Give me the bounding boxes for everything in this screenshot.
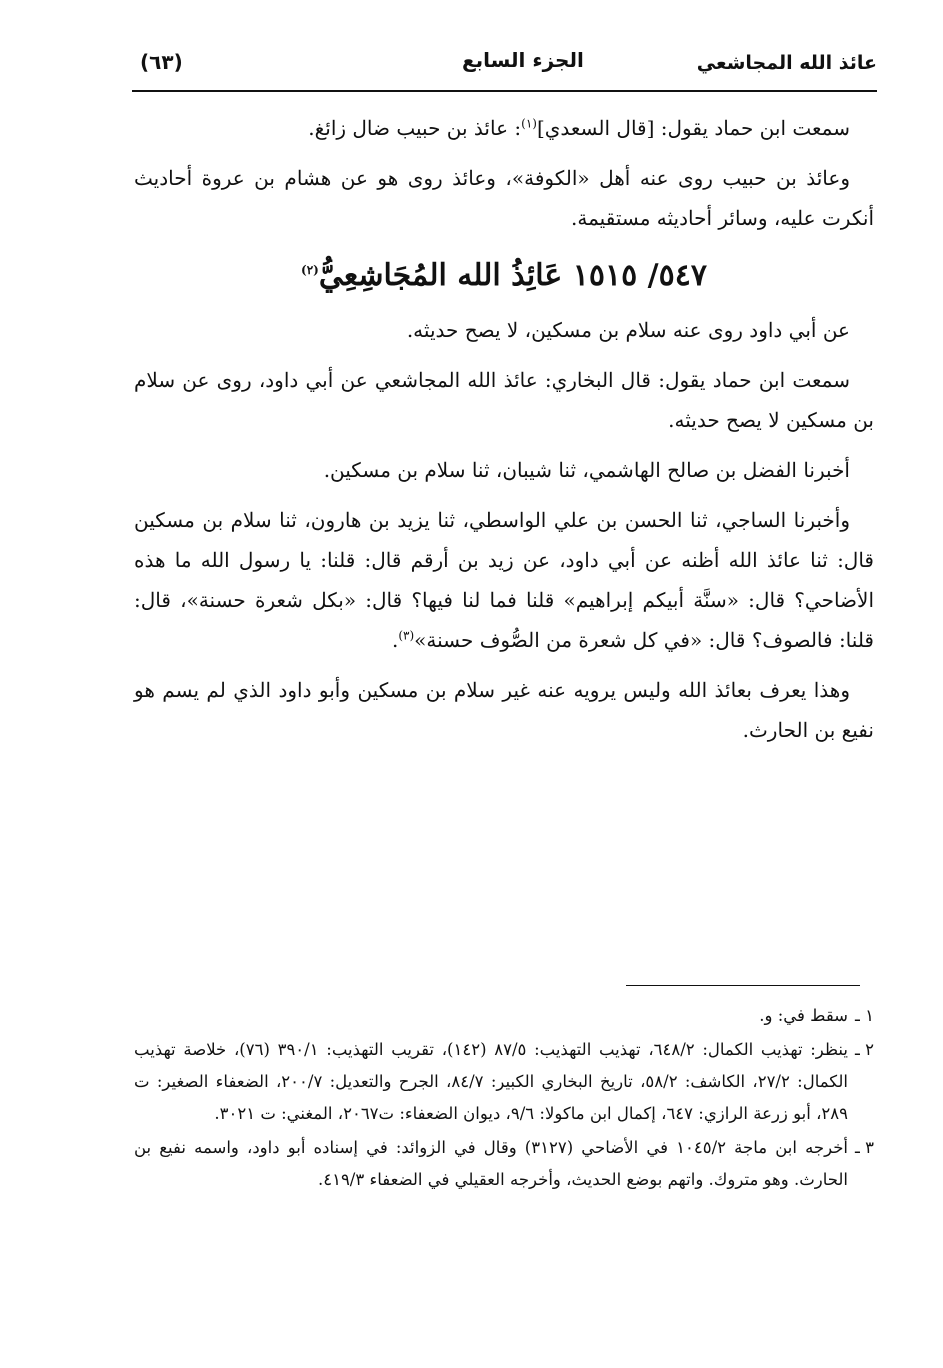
- footnote-ref-3[interactable]: (٣): [398, 628, 415, 643]
- paragraph-1-text-b: : عائذ بن حبيب ضال زائغ.: [308, 116, 522, 140]
- footnote-1: [134, 1000, 874, 1032]
- paragraph-3: عن أبي داود روى عنه سلام بن مسكين، لا يصح حديثه.: [406, 318, 850, 342]
- footnote-2-text: ينظر: تهذيب الكمال: ٦٤٨/٢، تهذيب التهذيب: ٨٧/٥ (١٤٢)، تقريب التهذيب: ٣٩٠/١ (٧٦)، خلاصة تهذيب الكمال: ٢٧/٢، الكاشف: ٥٨/٢، تاريخ البخاري الكبير: ٨٤/٧، الجرح والتعديل: ٢٠٠/٧، الضعفاء الصغير: ت ٢٨٩، أبو زرعة الرازي: ٦٤٧، إكمال ابن ماكولا: ٩/٦، ديوان الضعفاء: ت٢٠٦٧، المغني: ت ٣٠٢١.: [134, 1040, 848, 1123]
- paragraph-1-text-a: سمعت ابن حماد يقول: [قال السعدي]: [536, 116, 850, 140]
- paragraph-4: سمعت ابن حماد يقول: قال البخاري: عائذ الله المجاشعي عن أبي داود، روى عن سلام بن مسكين لا يصح حديثه.: [134, 368, 874, 432]
- footnote-3-text: أخرجه ابن ماجة ١٠٤٥/٢ في الأضاحي (٣١٢٧) وقال في الزوائد: في إسناده أبو داود، واسمه نفيع بن الحارث. وهو متروك. واتهم بوضع الحديث، وأخرجه العقيلي في الضعفاء ٤١٩/٣.: [134, 1138, 848, 1189]
- paragraph-7: وهذا يعرف بعائذ الله وليس يرويه عنه غير سلام بن مسكين وأبو داود الذي لم يسم هو نفيع بن الحارث.: [134, 678, 874, 742]
- paragraph-6-text-a: وأخبرنا الساجي، ثنا الحسن بن علي الواسطي، ثنا يزيد بن هارون، ثنا سلام بن مسكين قال: ثنا عائذ الله أظنه عن أبي داود، عن زيد بن أرقم قال: قلنا: يا رسول الله ما هذه الأضاحي؟ قال: «سنَّة أبيكم إبراهيم» قلنا فما لنا فيها؟ قال: «بكل شعرة حسنة»، قال: قلنا: فالصوف؟ قال: «في كل شعرة من الصُّوف حسنة»: [134, 508, 874, 652]
- footnote-1-text: سقط في: و.: [759, 1006, 848, 1025]
- paragraph-1: [134, 108, 874, 148]
- header-rule: [132, 90, 877, 92]
- page-number: (٦٣): [140, 50, 183, 74]
- footnote-ref-2[interactable]: (٢): [301, 263, 319, 277]
- footnote-2-number: ٢ ـ: [855, 1040, 874, 1059]
- footnote-1-number: ١ ـ: [855, 1006, 874, 1025]
- footnote-ref-1[interactable]: (١): [521, 116, 537, 131]
- entry-title-text: ٥٤٧/ ١٥١٥ عَائِذُ الله المُجَاشِعِيُّ: [318, 258, 707, 293]
- footnote-2: [134, 1034, 874, 1130]
- entry-title: [134, 248, 874, 304]
- paragraph-6-text-b: .: [391, 628, 399, 652]
- page-header: [132, 40, 877, 92]
- footnote-3: [134, 1132, 874, 1196]
- main-text: [134, 108, 874, 760]
- paragraph-2: وعائذ بن حبيب روى عنه أهل «الكوفة»، وعائذ روى هو عن هشام بن عروة أحاديث أنكرت عليه، وسائر أحاديثه مستقيمة.: [134, 166, 874, 230]
- footnote-3-number: ٣ ـ: [855, 1138, 874, 1157]
- footnotes: [134, 1000, 874, 1198]
- paragraph-5: أخبرنا الفضل بن صالح الهاشمي، ثنا شيبان، ثنا سلام بن مسكين.: [323, 458, 850, 482]
- paragraph-6: [134, 500, 874, 660]
- footnote-rule: [626, 985, 860, 986]
- part-label: الجزء السابع: [462, 48, 584, 72]
- running-title: عائذ الله المجاشعي: [696, 52, 877, 74]
